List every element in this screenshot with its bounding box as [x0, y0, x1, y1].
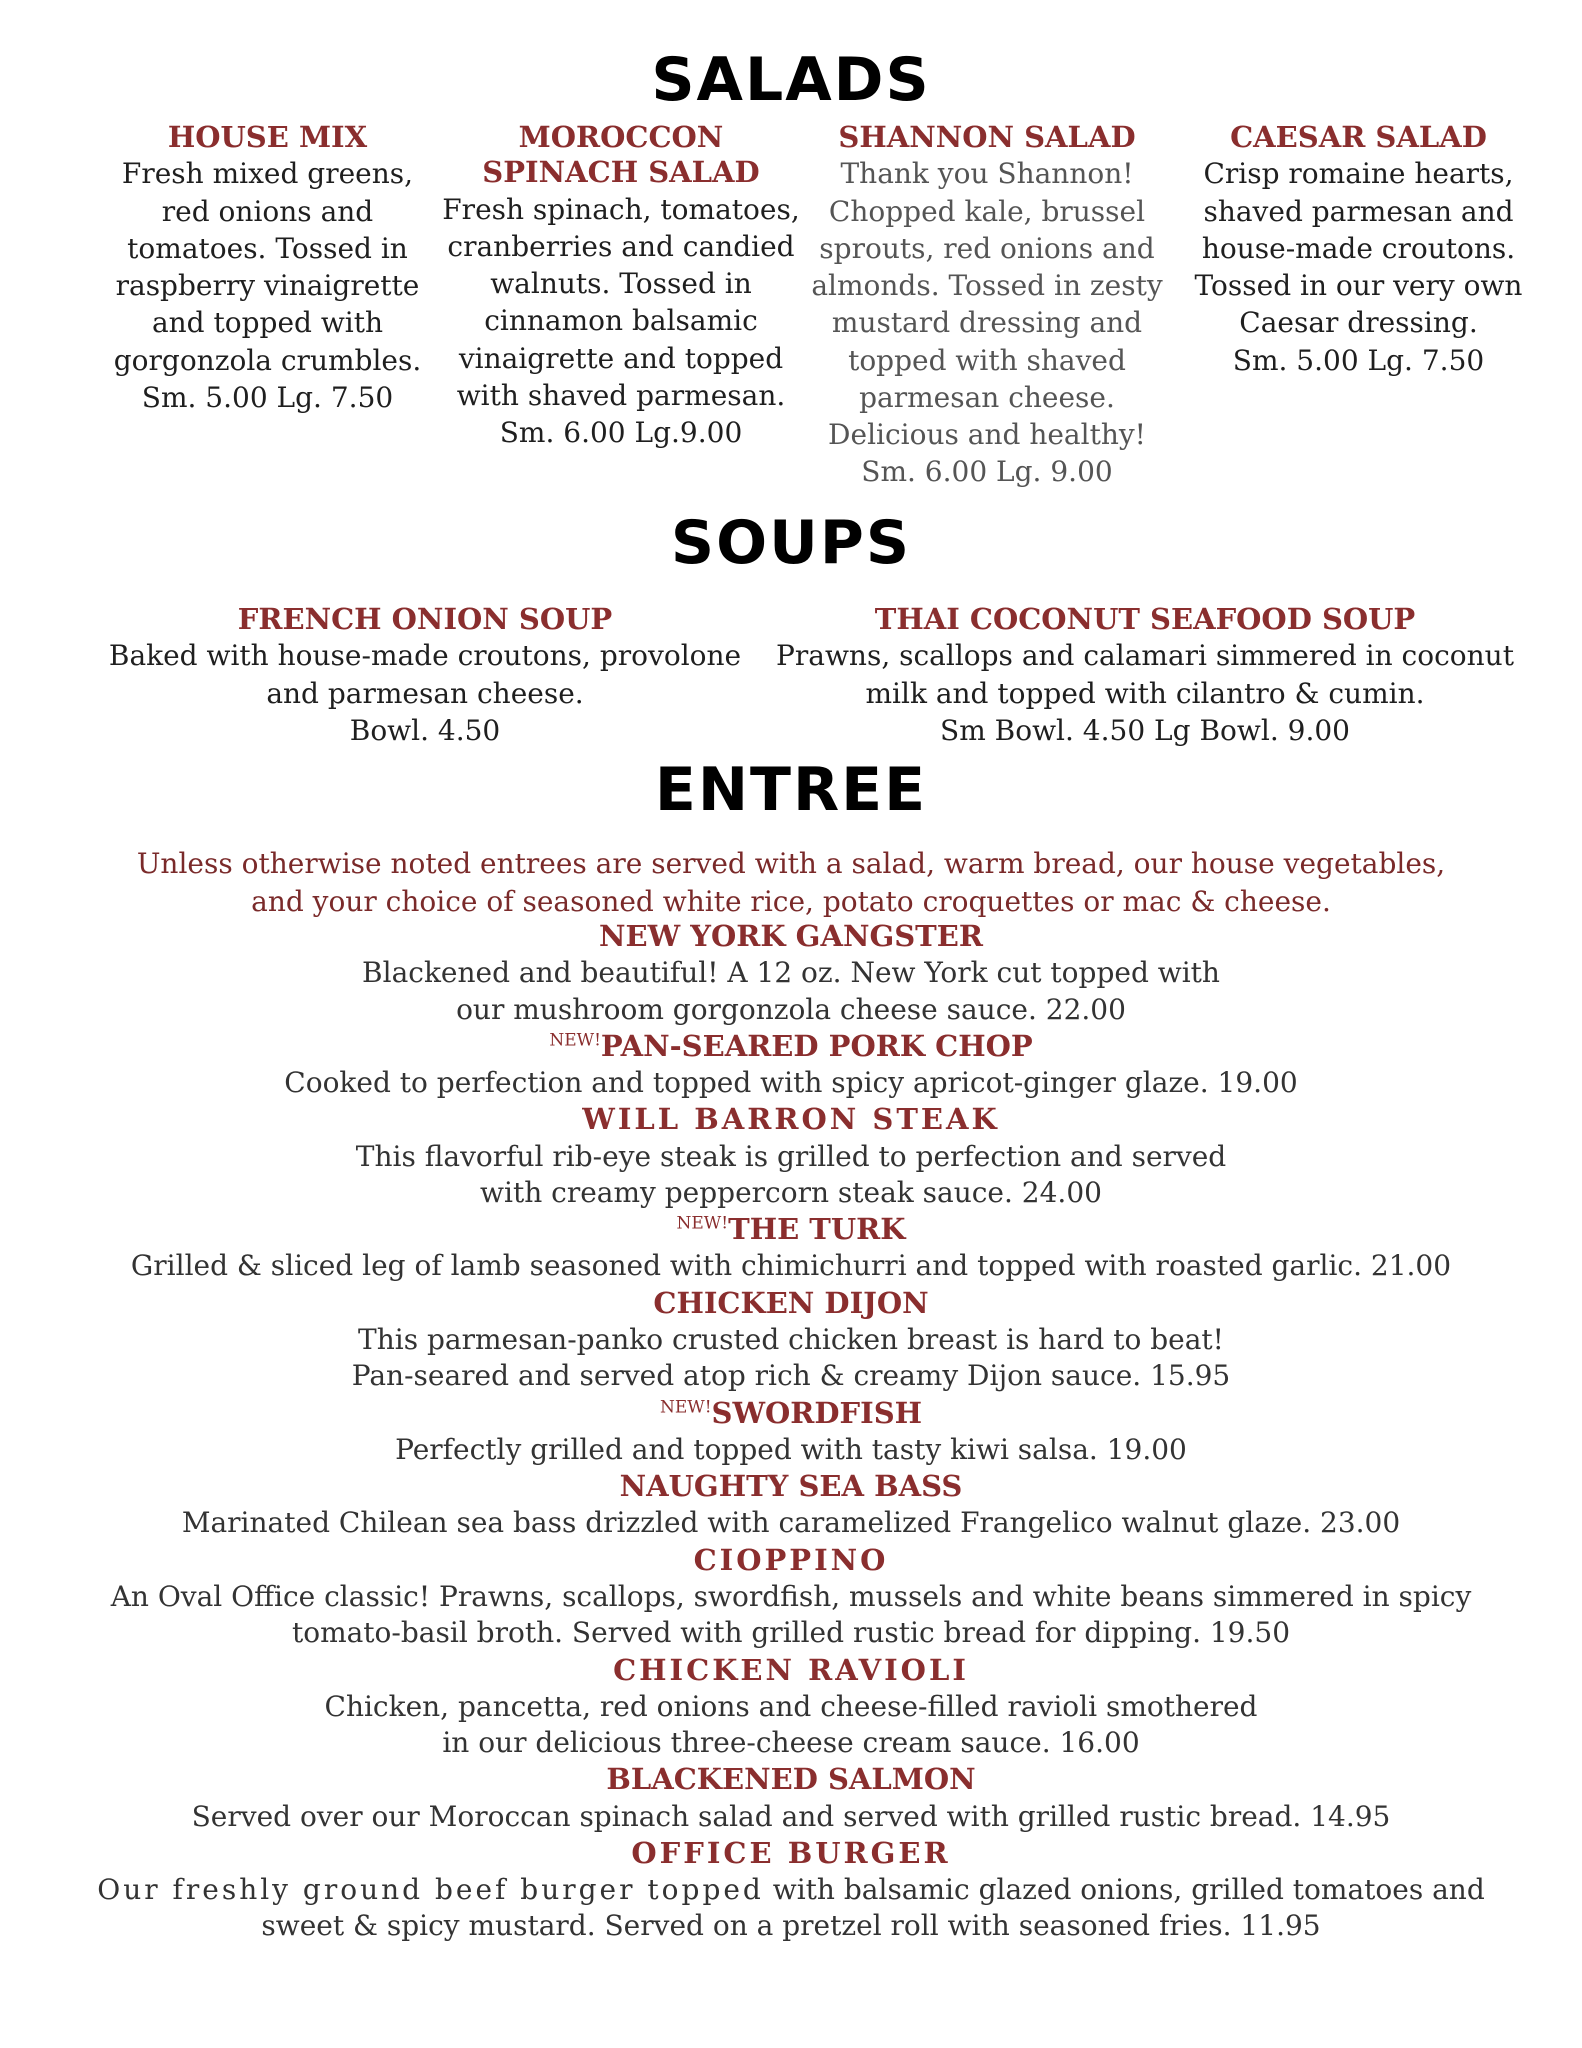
salad-name: MOROCCON SPINACH SALAD — [482, 120, 760, 190]
salad-caesar — [1172, 120, 1545, 490]
new-badge: NEW! — [659, 1397, 712, 1418]
salad-moroccon-spinach — [440, 120, 802, 490]
salad-price: Sm. 6.00 Lg. 9.00 — [861, 455, 1113, 489]
entree-swordfish — [0, 1395, 1582, 1469]
salad-description: Fresh spinach, tomatoes, cranberries and candied walnuts. Tossed in cinnamon balsamic vinaigrette and topped with shaved parmesan. — [442, 192, 800, 412]
entree-name-row — [0, 1028, 1582, 1065]
soup-description: Baked with house-made croutons, provolone and parmesan cheese. — [108, 639, 742, 710]
entree-description: Marinated Chilean sea bass drizzled with caramelized Frangelico walnut glaze. 23.00 — [181, 1506, 1401, 1540]
entree-description: Cooked to perfection and topped with spicy apricot-ginger glaze. 19.00 — [284, 1066, 1298, 1099]
entree-description: Grilled & sliced leg of lamb seasoned with chimichurri and topped with roasted garlic. 21.00 — [130, 1249, 1452, 1283]
entree-will-barron-steak — [0, 1101, 1582, 1211]
salad-name: HOUSE MIX — [167, 120, 368, 154]
entree-list — [0, 918, 1582, 1945]
soups-list — [80, 602, 1520, 749]
entree-name: OFFICE BURGER — [631, 1835, 951, 1870]
new-badge: NEW! — [676, 1213, 729, 1234]
entree-name: CIOPPINO — [693, 1542, 889, 1577]
new-badge: NEW! — [549, 1030, 601, 1051]
entree-description: with creamy peppercorn steak sauce. 24.00 — [480, 1175, 1102, 1209]
entree-description-row — [0, 1872, 1582, 1908]
entree-description: Chicken, pancetta, red onions and cheese-filled ravioli smothered — [324, 1689, 1258, 1723]
entree-cioppino — [0, 1542, 1582, 1652]
soup-french-onion — [80, 602, 770, 749]
entree-name-row — [0, 1211, 1582, 1248]
salads-heading: SALADS — [651, 45, 931, 115]
entree-name-row — [0, 1395, 1582, 1432]
entree-description: in our delicious three-cheese cream sauce. 16.00 — [442, 1726, 1140, 1760]
salads-list — [95, 120, 1545, 490]
entree-description: Our freshly ground beef burger topped — [97, 1873, 764, 1907]
entree-blackened-salmon — [0, 1761, 1582, 1835]
entree-name: PAN-SEARED PORK CHOP — [600, 1028, 1033, 1063]
entree-name: CHICKEN DIJON — [653, 1285, 929, 1320]
entree-description: An Oval Office classic! Prawns, scallops, swordfish, mussels and white beans simmered in spicy — [110, 1579, 1472, 1613]
entree-name: BLACKENED SALMON — [606, 1762, 976, 1797]
entree-description: sweet & spicy mustard. Served on a pretzel roll with seasoned fries. 11.95 — [261, 1909, 1321, 1943]
entree-description: Served over our Moroccan spinach salad and served with grilled rustic bread. 14.95 — [191, 1799, 1391, 1833]
salad-price: Sm. 5.00 Lg. 7.50 — [1232, 343, 1485, 377]
soup-thai-coconut — [770, 602, 1520, 749]
entree-name: NAUGHTY SEA BASS — [619, 1469, 963, 1504]
entree-description: Blackened and beautiful! A 12 oz. New York cut topped with — [362, 956, 1220, 990]
entree-naughty-sea-bass — [0, 1468, 1582, 1542]
salad-description: Thank you Shannon! Chopped kale, brussel sprouts, red onions and almonds. Tossed in zesty mustard dressing and topped with shaved parmesan cheese. Delicious and healthy! — [811, 157, 1163, 452]
salad-name: SHANNON SALAD — [838, 120, 1136, 154]
soup-name: FRENCH ONION SOUP — [237, 602, 613, 636]
salad-house-mix — [95, 120, 440, 490]
entree-chicken-dijon — [0, 1285, 1582, 1395]
soup-name: THAI COCONUT SEAFOOD SOUP — [874, 602, 1416, 636]
entree-name: WILL BARRON STEAK — [582, 1102, 1000, 1137]
salad-shannon — [802, 120, 1172, 490]
entree-name: THE TURK — [728, 1212, 906, 1247]
entree-description: our mushroom gorgonzola cheese sauce. 22.00 — [456, 992, 1126, 1026]
entree-office-burger — [0, 1835, 1582, 1945]
entree-description: This flavorful rib-eye steak is grilled to perfection and served — [355, 1139, 1227, 1173]
entree-chicken-ravioli — [0, 1652, 1582, 1762]
soup-description: Prawns, scallops and calamari simmered in coconut milk and topped with cilantro & cumin. — [776, 639, 1514, 710]
entree-intro-line: Unless otherwise noted entrees are served with a salad, warm bread, our house vegetables, — [136, 847, 1446, 880]
entree-description: Perfectly grilled and topped with tasty kiwi salsa. 19.00 — [395, 1432, 1187, 1466]
entree-description: with balsamic glazed onions, grilled tomatoes and — [763, 1873, 1485, 1907]
soup-price: Sm Bowl. 4.50 Lg Bowl. 9.00 — [940, 713, 1350, 747]
salad-price: Sm. 5.00 Lg. 7.50 — [141, 380, 394, 414]
entree-the-turk — [0, 1211, 1582, 1285]
entree-name: NEW YORK GANGSTER — [599, 919, 983, 953]
entree-description: tomato-basil broth. Served with grilled rustic bread for dipping. 19.50 — [291, 1616, 1291, 1650]
entree-pan-seared-pork-chop — [0, 1028, 1582, 1102]
entree-new-york-gangster — [0, 918, 1582, 1028]
soups-heading: SOUPS — [670, 508, 912, 578]
entree-description: This parmesan-panko crusted chicken breast is hard to beat! — [358, 1322, 1224, 1356]
entree-intro-line: and your choice of seasoned white rice, potato croquettes or mac & cheese. — [251, 884, 1331, 918]
entree-intro — [0, 845, 1582, 920]
salad-name: CAESAR SALAD — [1230, 120, 1487, 154]
entree-heading: ENTREE — [654, 755, 928, 825]
entree-name: CHICKEN RAVIOLI — [613, 1652, 969, 1687]
entree-description: Pan-seared and served atop rich & creamy Dijon sauce. 15.95 — [351, 1359, 1231, 1393]
salad-description: Crisp romaine hearts, shaved parmesan and house-made croutons. Tossed in our very own Caesar dressing. — [1194, 157, 1523, 340]
soup-price: Bowl. 4.50 — [349, 713, 501, 747]
salad-description: Fresh mixed greens, red onions and tomatoes. Tossed in raspberry vinaigrette and topped with gorgonzola crumbles. — [113, 157, 422, 377]
entree-name: SWORDFISH — [711, 1395, 923, 1430]
salad-price: Sm. 6.00 Lg.9.00 — [499, 416, 743, 450]
